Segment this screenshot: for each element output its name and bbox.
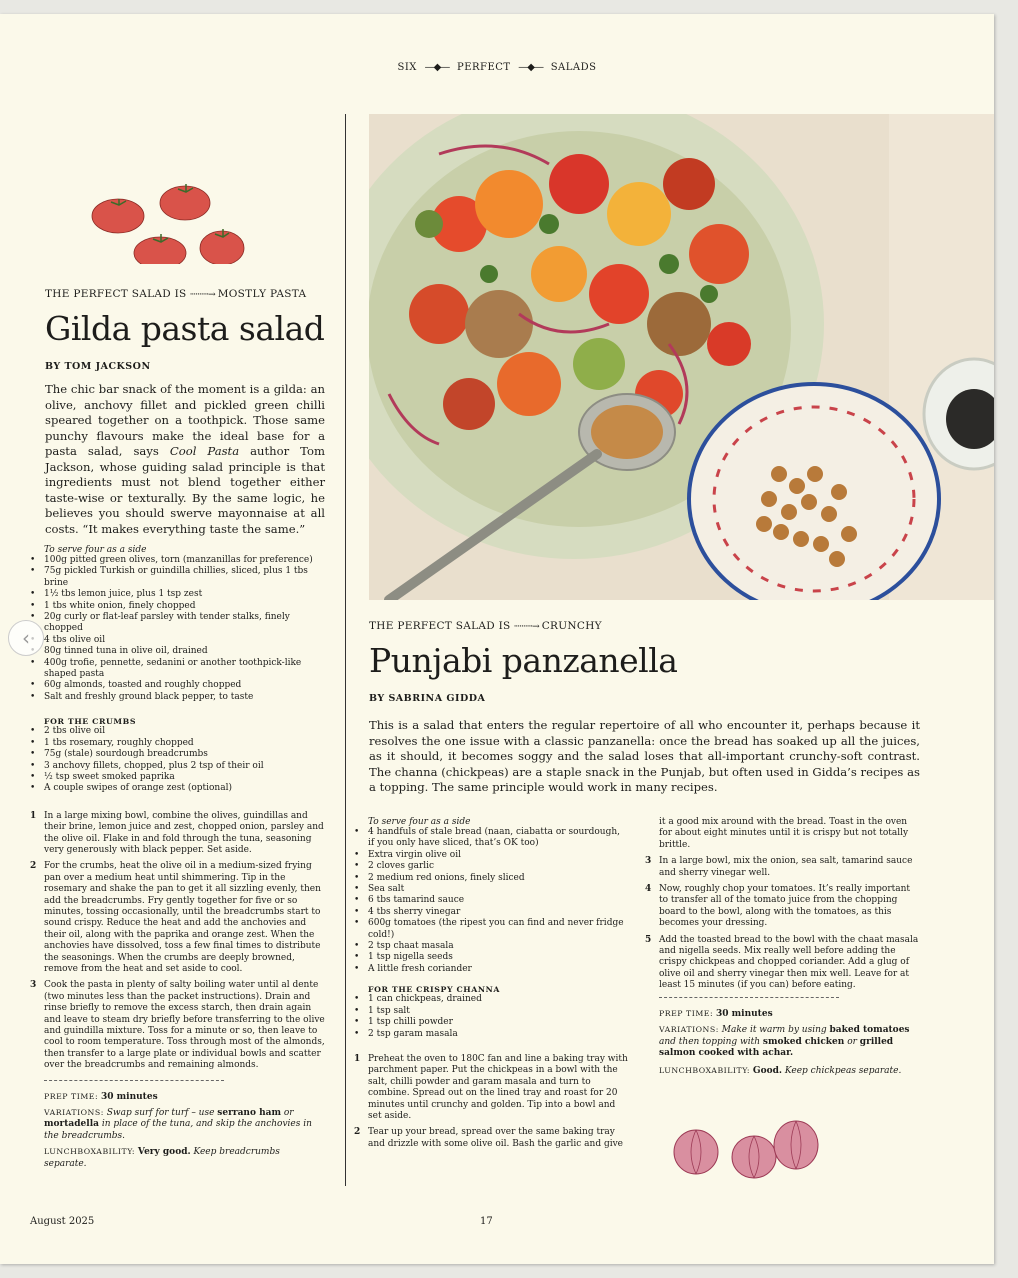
- ingredient-item: • 60g almonds, toasted and roughly chopped: [30, 680, 325, 691]
- chevron-left-icon: ‹: [22, 626, 30, 650]
- crumbs-ingredients: [30, 726, 325, 794]
- separator-icon: —◆—: [424, 62, 450, 73]
- running-head-six: SIX: [397, 62, 417, 73]
- method-step: [354, 1127, 629, 1150]
- ingredient-item: • 100g pitted green olives, torn (manzanillas for preference): [30, 555, 325, 566]
- step-number: 5: [645, 934, 652, 945]
- right-byline: BY SABRINA GIDDA: [369, 693, 486, 704]
- method-step: [30, 861, 325, 975]
- ingredient-item: • 1 tsp nigella seeds: [354, 952, 629, 963]
- ingredient-item: • 2 medium red onions, finely sliced: [354, 873, 629, 884]
- method-step: [354, 1054, 629, 1122]
- ingredient-item: • 80g tinned tuna in olive oil, drained: [30, 646, 325, 657]
- crumbs-subhead: FOR THE CRUMBS: [44, 717, 137, 727]
- step-number: 1: [354, 1053, 361, 1064]
- ingredient-item: • 2 cloves garlic: [354, 861, 629, 872]
- ingredient-item: • 6 tbs tamarind sauce: [354, 895, 629, 906]
- step-number: 2: [354, 1127, 361, 1138]
- panzanella-photo: [369, 114, 994, 600]
- left-method: [30, 811, 325, 1072]
- step-text: Cook the pasta in plenty of salty boiling water until al dente (two minutes less than the packet instructions). Drain and rinse briefly to remove the excess starch, then drain again and leave to steam dry briefly before transferring to the olive and guindilla mixture. Toss for a minute or so, then leave to cool to room temperature. Toss through most of the almonds, then transfer to a large plate or individual bowls and scatter over the breadcrumbs and remaining almonds.: [44, 980, 325, 1071]
- step2-continued: it a good mix around with the bread. Toast in the oven for about eight minutes until it is crispy but not totally brittle.: [659, 817, 909, 850]
- step-text: Add the toasted bread to the bowl with the chaat masala and nigella seeds. Mix really well before adding the crispy chickpeas and chopped coriander. Add a glug of olive oil and sherry vinegar then mix well. Leave for at least 15 minutes (if you can) before eating.: [659, 934, 919, 991]
- ingredient-item: • 3 anchovy fillets, chopped, plus 2 tsp of their oil: [30, 761, 325, 772]
- ingredient-item: • 2 tsp garam masala: [354, 1029, 629, 1040]
- step-text: Preheat the oven to 180C fan and line a baking tray with parchment paper. Put the chickpeas in a bowl with the salt, chilli powder and garam masala and turn to combine. Spread out on the lined tray and roast for 20 minutes until crunchy and golden. Tip into a bowl and set aside.: [368, 1053, 628, 1121]
- left-kicker: THE PERFECT SALAD IS ··········→ MOSTLY PASTA: [45, 288, 307, 300]
- ingredient-item: • 1 tsp salt: [354, 1006, 629, 1017]
- method-step: [645, 856, 920, 879]
- right-kicker: THE PERFECT SALAD IS ··········→ CRUNCHY: [369, 620, 602, 632]
- dotted-rule: [44, 1080, 224, 1081]
- left-variations: VARIATIONS: Swap surf for turf – use serrano ham or mortadella in place of the tuna, and skip the anchovies in the breadcrumbs.: [44, 1108, 312, 1141]
- step-number: 1: [30, 810, 37, 821]
- right-intro: This is a salad that enters the regular repertoire of all who encounter it, perhaps because it resolves the one issue with a classic panzanella: once the bread has soaked up all the juices, as it should, it becomes soggy and the salad loses that all-important crunchy-soft contrast. The channa (chickpeas) are a staple snack in the Punjab, but often used in Gidda’s recipes as a topping. The same principle would work in many recipes.: [369, 718, 920, 794]
- ingredient-item: • A couple swipes of orange zest (optional): [30, 783, 325, 794]
- previous-page-button[interactable]: [8, 620, 44, 656]
- method-step: [30, 811, 325, 857]
- ingredient-item: • 75g (stale) sourdough breadcrumbs: [30, 749, 325, 760]
- onions-illustration: [664, 1112, 824, 1182]
- right-lunchbox: LUNCHBOXABILITY: Good. Keep chickpeas separate.: [659, 1066, 902, 1077]
- gilda-recipe: [30, 545, 325, 1170]
- left-byline: BY TOM JACKSON: [45, 361, 151, 372]
- ingredient-item: • 1 can chickpeas, drained: [354, 994, 629, 1005]
- right-meta: [645, 1008, 920, 1078]
- ingredient-item: • 2 tbs olive oil: [30, 726, 325, 737]
- step-text: Now, roughly chop your tomatoes. It’s really important to transfer all of the tomato juice from the chopping board to the bowl, along with the tomatoes, as this becomes your dressing.: [659, 884, 911, 929]
- left-prep: PREP TIME: 30 minutes: [44, 1091, 158, 1102]
- method-step: [30, 980, 325, 1071]
- step-number: 3: [30, 980, 37, 991]
- ingredient-item: • 2 tsp chaat masala: [354, 941, 629, 952]
- dotted-arrow-icon: ··········→: [513, 622, 539, 632]
- ingredient-item: • 1 tbs rosemary, roughly chopped: [30, 738, 325, 749]
- method-step: [645, 884, 920, 930]
- ingredient-item: • 4 tbs sherry vinegar: [354, 907, 629, 918]
- step-text: In a large bowl, mix the onion, sea salt, tamarind sauce and sherry vinegar well.: [659, 856, 913, 878]
- panzanella-recipe-col2: [645, 817, 920, 1078]
- ingredient-item: • Extra virgin olive oil: [354, 850, 629, 861]
- right-method-col2: [645, 856, 920, 991]
- ingredient-item: • 20g curly or flat-leaf parsley with tender stalks, finely chopped: [30, 612, 325, 635]
- dotted-arrow-icon: ··········→: [189, 290, 215, 300]
- right-serves: To serve four as a side: [368, 817, 471, 827]
- method-step: [645, 935, 920, 992]
- ingredient-item: • 75g pickled Turkish or guindilla chillies, sliced, plus 1 tbs brine: [30, 566, 325, 589]
- left-lunchbox: LUNCHBOXABILITY: Very good. Keep breadcrumbs separate.: [44, 1147, 280, 1169]
- left-intro: The chic bar snack of the moment is a gilda: an olive, anchovy fillet and pickled green chilli speared together on a toothpick. Those same punchy flavours make the ideal base for a pasta salad, says Cool Pasta author Tom Jackson, whose guiding salad principle is that ingredients must not blend together either taste-wise or texturally. By the same logic, he believes you should swerve mayonnaise at all costs. “It makes everything taste the same.”: [45, 382, 325, 536]
- step-number: 3: [645, 856, 652, 867]
- dotted-rule: [659, 997, 839, 998]
- right-ingredients: [354, 827, 629, 975]
- ingredient-item: • 4 tbs olive oil: [30, 635, 325, 646]
- right-title: Punjabi panzanella: [369, 641, 678, 680]
- panzanella-article: [369, 620, 920, 796]
- ingredient-item: • 1 tsp chilli powder: [354, 1017, 629, 1028]
- channa-subhead: FOR THE CRISPY CHANNA: [368, 985, 500, 995]
- step-text: In a large mixing bowl, combine the olives, guindillas and their brine, lemon juice and zest, chopped onion, parsley and the olive oil. Flake in and fold through the tuna, seasoning very generously with black pepper. Set aside.: [44, 810, 324, 855]
- ingredient-item: • 4 handfuls of stale bread (naan, ciabatta or sourdough, if you only have sliced, that’s OK too): [354, 827, 629, 850]
- ingredient-item: • Sea salt: [354, 884, 629, 895]
- step-number: 2: [30, 861, 37, 872]
- right-prep: PREP TIME: 30 minutes: [659, 1008, 773, 1019]
- channa-ingredients: [354, 994, 629, 1040]
- step-text: Tear up your bread, spread over the same baking tray and drizzle with some olive oil. Bash the garlic and give: [368, 1127, 624, 1149]
- ingredient-item: • 1½ tbs lemon juice, plus 1 tsp zest: [30, 589, 325, 600]
- running-head: [0, 62, 994, 73]
- tomatoes-illustration: [85, 164, 255, 264]
- ingredient-item: • 600g tomatoes (the ripest you can find and never fridge cold!): [354, 918, 629, 941]
- ingredient-item: • 400g trofie, pennette, sedanini or another toothpick-like shaped pasta: [30, 658, 325, 681]
- ingredient-item: • 1 tbs white onion, finely chopped: [30, 601, 325, 612]
- separator-icon: —◆—: [518, 62, 543, 73]
- right-method-col1: [354, 1054, 629, 1150]
- column-rule: [345, 114, 346, 1186]
- footer-date: August 2025: [30, 1216, 95, 1227]
- panzanella-recipe-col1: [354, 817, 629, 1155]
- step-number: 4: [645, 884, 652, 895]
- ingredient-item: • A little fresh coriander: [354, 964, 629, 975]
- page-number: 17: [480, 1216, 493, 1227]
- gilda-article: [45, 288, 325, 537]
- left-serves: To serve four as a side: [44, 545, 147, 555]
- left-title: Gilda pasta salad: [45, 309, 325, 348]
- step-text: For the crumbs, heat the olive oil in a medium-sized frying pan over a medium heat until shimmering. Tip in the rosemary and shake the pan to get it all sizzling evenly, then add the breadcrumbs. Fry gently together for five or so minutes, tossing occasionally, until the breadcrumbs start to sound crispy. Reduce the heat and add the anchovies and their oil, along with the paprika and orange zest. When the anchovies have dissolved, toss a few final times to distribute the seasonings. When the crumbs are deeply browned, remove from the heat and set aside to cool.: [44, 861, 321, 974]
- running-head-perfect: PERFECT: [456, 62, 511, 73]
- right-variations: VARIATIONS: Make it warm by using baked tomatoes and then topping with smoked chicken or grilled salmon cooked with achar.: [659, 1025, 910, 1058]
- running-head-salads: SALADS: [550, 62, 597, 73]
- magazine-page: [0, 14, 994, 1264]
- left-meta: [30, 1091, 325, 1170]
- ingredient-item: • ½ tsp sweet smoked paprika: [30, 772, 325, 783]
- left-ingredients: [30, 555, 325, 703]
- ingredient-item: • Salt and freshly ground black pepper, to taste: [30, 692, 325, 703]
